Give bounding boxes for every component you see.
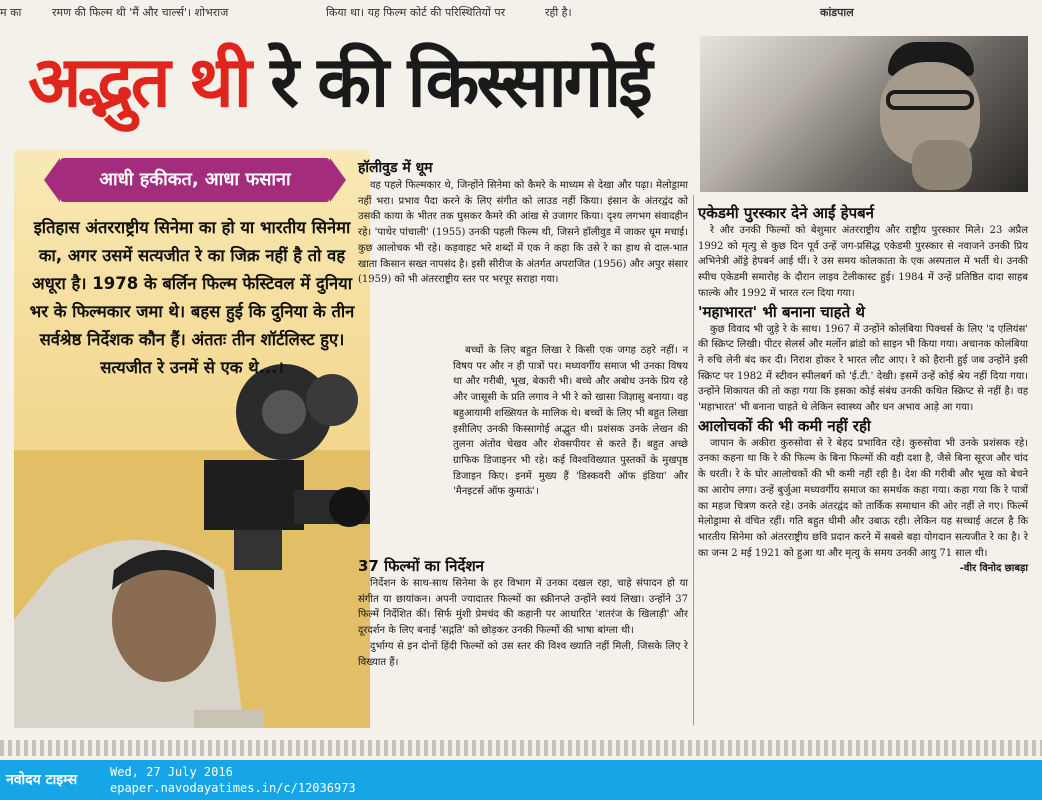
feature-banner xyxy=(60,158,330,202)
paragraph: निर्देशन के साथ-साथ सिनेमा के हर विभाग में उनका दखल रहा, चाहे संपादन हो या संगीत या छायांकन। अपनी ज्यादातर फिल्मों का स्क्रीनप्ले उन्होंने स्वयं लिखा। उन्होंने 37 फिल्में निर्देशित कीं। सिर्फ मुंशी प्रेमचंद की कहानी पर आधारित 'शतरंज के खिलाड़ी' और दूरदर्शन के लिए बनाई 'सद्गति' को छोड़कर उनकी फिल्मों की भाषा बांग्ला थी। xyxy=(358,578,688,637)
paragraph: जापान के अकीरा कुरुसोवा से रे बेहद प्रभावित रहे। कुरुसोवा भी उनके प्रशंसक रहे। उनका कहना था कि रे की फिल्म के बिना फिल्मों की वही दशा है, जैसे बिना सूरज और चांद के धरती। रे के घोर आलोचकों की भी कमी नहीं रही है। देश की गरीबी और भूख को बेचने का आरोप लगा। उन्हें बुर्जुआ मध्यवर्गीय समाज का समर्थक कहा गया। कहा गया कि रे पात्रों का महज चित्रण करते रहे। उनके अंतरद्वंद को तार्किक समाधान की ओर नहीं ले गए। फिल्में मेलोड्रामा से वंचित रहीं। गति बहुत धीमी और उबाऊ रही। लेकिन यह सच्चाई अटल है कि भारतीय सिनेमा को अंतरराष्ट्रीय छवि प्रदान करने में सबसे बड़ा योगदान सत्यजीत रे का है। रे का जन्म 2 मई 1921 को हुआ था और मृत्यु के समय उनकी आयु 71 साल थी। xyxy=(698,437,1028,559)
newspaper-logo: नवोदय टाइम्स xyxy=(6,772,78,788)
column-divider xyxy=(693,195,694,725)
top-strip xyxy=(0,0,1042,28)
paragraph: दुर्भाग्य से इन दोनों हिंदी फिल्मों को उस स्तर की विश्व ख्याति नहीं मिली, जिसके लिए रे विख्यात हैं। xyxy=(358,640,688,668)
subheading: हॉलीवुड में धूम xyxy=(358,160,433,176)
paragraph: बच्चों के लिए बहुत लिखा रे किसी एक जगह ठहरे नहीं। न विषय पर और न ही पात्रों पर। मध्यवर्गीय समाज भी उनका विषय था और गरीबी, भूख, बेकारी भी। बच्चे और अबोध उनके प्रिय रहे और जासूसी के प्रति लगाव ने भी रे को खासा जिज्ञासु बनाया। वह बहुआयामी शख्सियत के मालिक थे। बच्चों के लिए भी बहुत लिखा इसीलिए उनकी किस्सागोई अद्भुत थी। प्रशंसक उनके लेखन की तुलना अंतोव चेखव और शेक्सपीयर से करते हैं। बहुत अच्छे ग्राफिक डिजाइनर भी रहे। कई विश्वविख्यात पुस्तकों के मुखपृष्ठ डिजाइन किए। इनमें मुख्य हैं 'डिस्कवरी ऑफ इंडिया' और 'मैनइटर्स ऑफ कुमाऊं'। xyxy=(453,345,688,498)
strip-text: किया था। यह फिल्म कोर्ट की परिस्थितियों पर xyxy=(326,6,506,19)
article-headline xyxy=(28,32,698,132)
paragraph: कुछ विवाद भी जुड़े रे के साथ। 1967 में उन्होंने कोलंबिया पिक्चर्स के लिए 'द एलियंस' की स्क्रिप्ट लिखी। पीटर सेलर्स और मर्लोन ब्रांडो को साइन भी किया गया। अचानक कोलंबिया ने रुचि लेनी बंद कर दी। निराश होकर रे भारत लौट आए। रे को हैरानी हुई जब उन्होंने इसी स्क्रिप्ट पर 1982 में स्टीवन स्पीलबर्ग को 'ई.टी.' देखी। इसमें उन्हें कोई श्रेय नहीं दिया गया। उन्होंने शिकायत की तो कहा गया कि इसका कोई संबंध उनकी कथित स्क्रिप्ट से नहीं है। वह 'महाभारत' भी बनाना चाहते थे लेकिन स्वास्थ्य और धन अभाव आड़े आ गया। xyxy=(698,323,1028,414)
strip-text: म का xyxy=(0,6,22,19)
middle-column-lower xyxy=(453,343,688,500)
headline-red: अद्भुत थी xyxy=(28,41,249,123)
banner-text: आधी हकीकत, आधा फसाना xyxy=(99,169,291,190)
subheading: आलोचकों की भी कमी नहीं रही xyxy=(698,416,871,435)
intro-text: इतिहास अंतरराष्ट्रीय सिनेमा का हो या भारतीय सिनेमा का, अगर उसमें सत्यजीत रे का जिक्र नहीं है तो वह अधूरा है। 1978 के बर्लिन फिल्म फेस्टिवल में दुनिया भर के फिल्मकार जमा थे। बहस हुई कि दुनिया के तीन सर्वश्रेष्ठ निर्देशक कौन हैं। अंततः तीन शॉर्टलिस्ट हुए। सत्यजीत रे उनमें से एक थे...। xyxy=(29,218,355,377)
strip-text: रही है। xyxy=(545,6,572,19)
strip-text: रमण की फिल्म थी 'मैं और चार्ल्स'। शोभराज xyxy=(52,6,229,19)
edition-date: Wed, 27 July 2016 xyxy=(110,765,233,779)
paragraph: वह पहले फिल्मकार थे, जिन्होंने सिनेमा को कैमरे के माध्यम से देखा और पढ़ा। मेलोड्रामा नहीं भरा। प्रभाव पैदा करने के लिए संगीत को लाउड नहीं किया। इंसान के अंतरद्वंद को उसकी काया के भीतर तक घुसकर कैमरे की आंख से उजागर किया। दृश्य लगभग संवादहीन रहे। 'पाथेर पांचाली' (1955) उनकी पहली फिल्म थी, जिसने हॉलीवुड में जाकर धूम मचाई। कुछ आलोचक भी रहे। कड़वाहट भरे शब्दों में एक ने कहा कि उसे रे का हाथ से दाल-भात खाता किसान सख्त नापसंद है। इसी सीरीज के अंतर्गत अपराजित (1956) और अपुर संसार (1959) को भी अंतरराष्ट्रीय स्तर पर भरपूर सराहा गया। xyxy=(358,180,688,286)
feature-photo xyxy=(14,150,370,728)
epaper-footer xyxy=(0,760,1042,800)
author-byline: -वीर विनोद छाबड़ा xyxy=(959,563,1028,575)
middle-column-top xyxy=(358,158,688,288)
right-column xyxy=(698,203,1028,577)
subheading: एकेडमी पुरस्कार देने आईं हेपबर्न xyxy=(698,204,874,222)
strip-byline: कांडपाल xyxy=(820,6,854,19)
subheading: 37 फिल्मों का निर्देशन xyxy=(358,557,485,575)
epaper-link[interactable]: epaper.navodayatimes.in/c/12036973 xyxy=(110,781,356,795)
subheading: 'महाभारत' भी बनाना चाहते थे xyxy=(698,302,865,321)
middle-column-bottom xyxy=(358,556,688,670)
portrait-photo xyxy=(700,36,1028,192)
paragraph: रे और उनकी फिल्मों को बेशुमार अंतरराष्ट्रीय और राष्ट्रीय पुरस्कार मिले। 23 अप्रैल 1992 को मृत्यु से कुछ दिन पूर्व उन्हें जग-प्रसिद्ध एकेडमी पुरस्कार से नवाजने उनकी प्रिय अभिनेत्री ऑड्रे हेपबर्न आई थीं। रे उस समय कोलकाता के एक अस्पताल में भर्ती थे। उनकी स्पीच एकेडमी समारोह के दौरान लाइव टेलीकास्ट हुई। 1984 में उन्हें प्रतिष्ठित दादा साहब फाल्के और 1992 में भारत रत्न दिया गया। xyxy=(698,225,1028,299)
headline-black: रे की किस्सागोई xyxy=(248,41,650,123)
page-separator xyxy=(0,740,1042,756)
